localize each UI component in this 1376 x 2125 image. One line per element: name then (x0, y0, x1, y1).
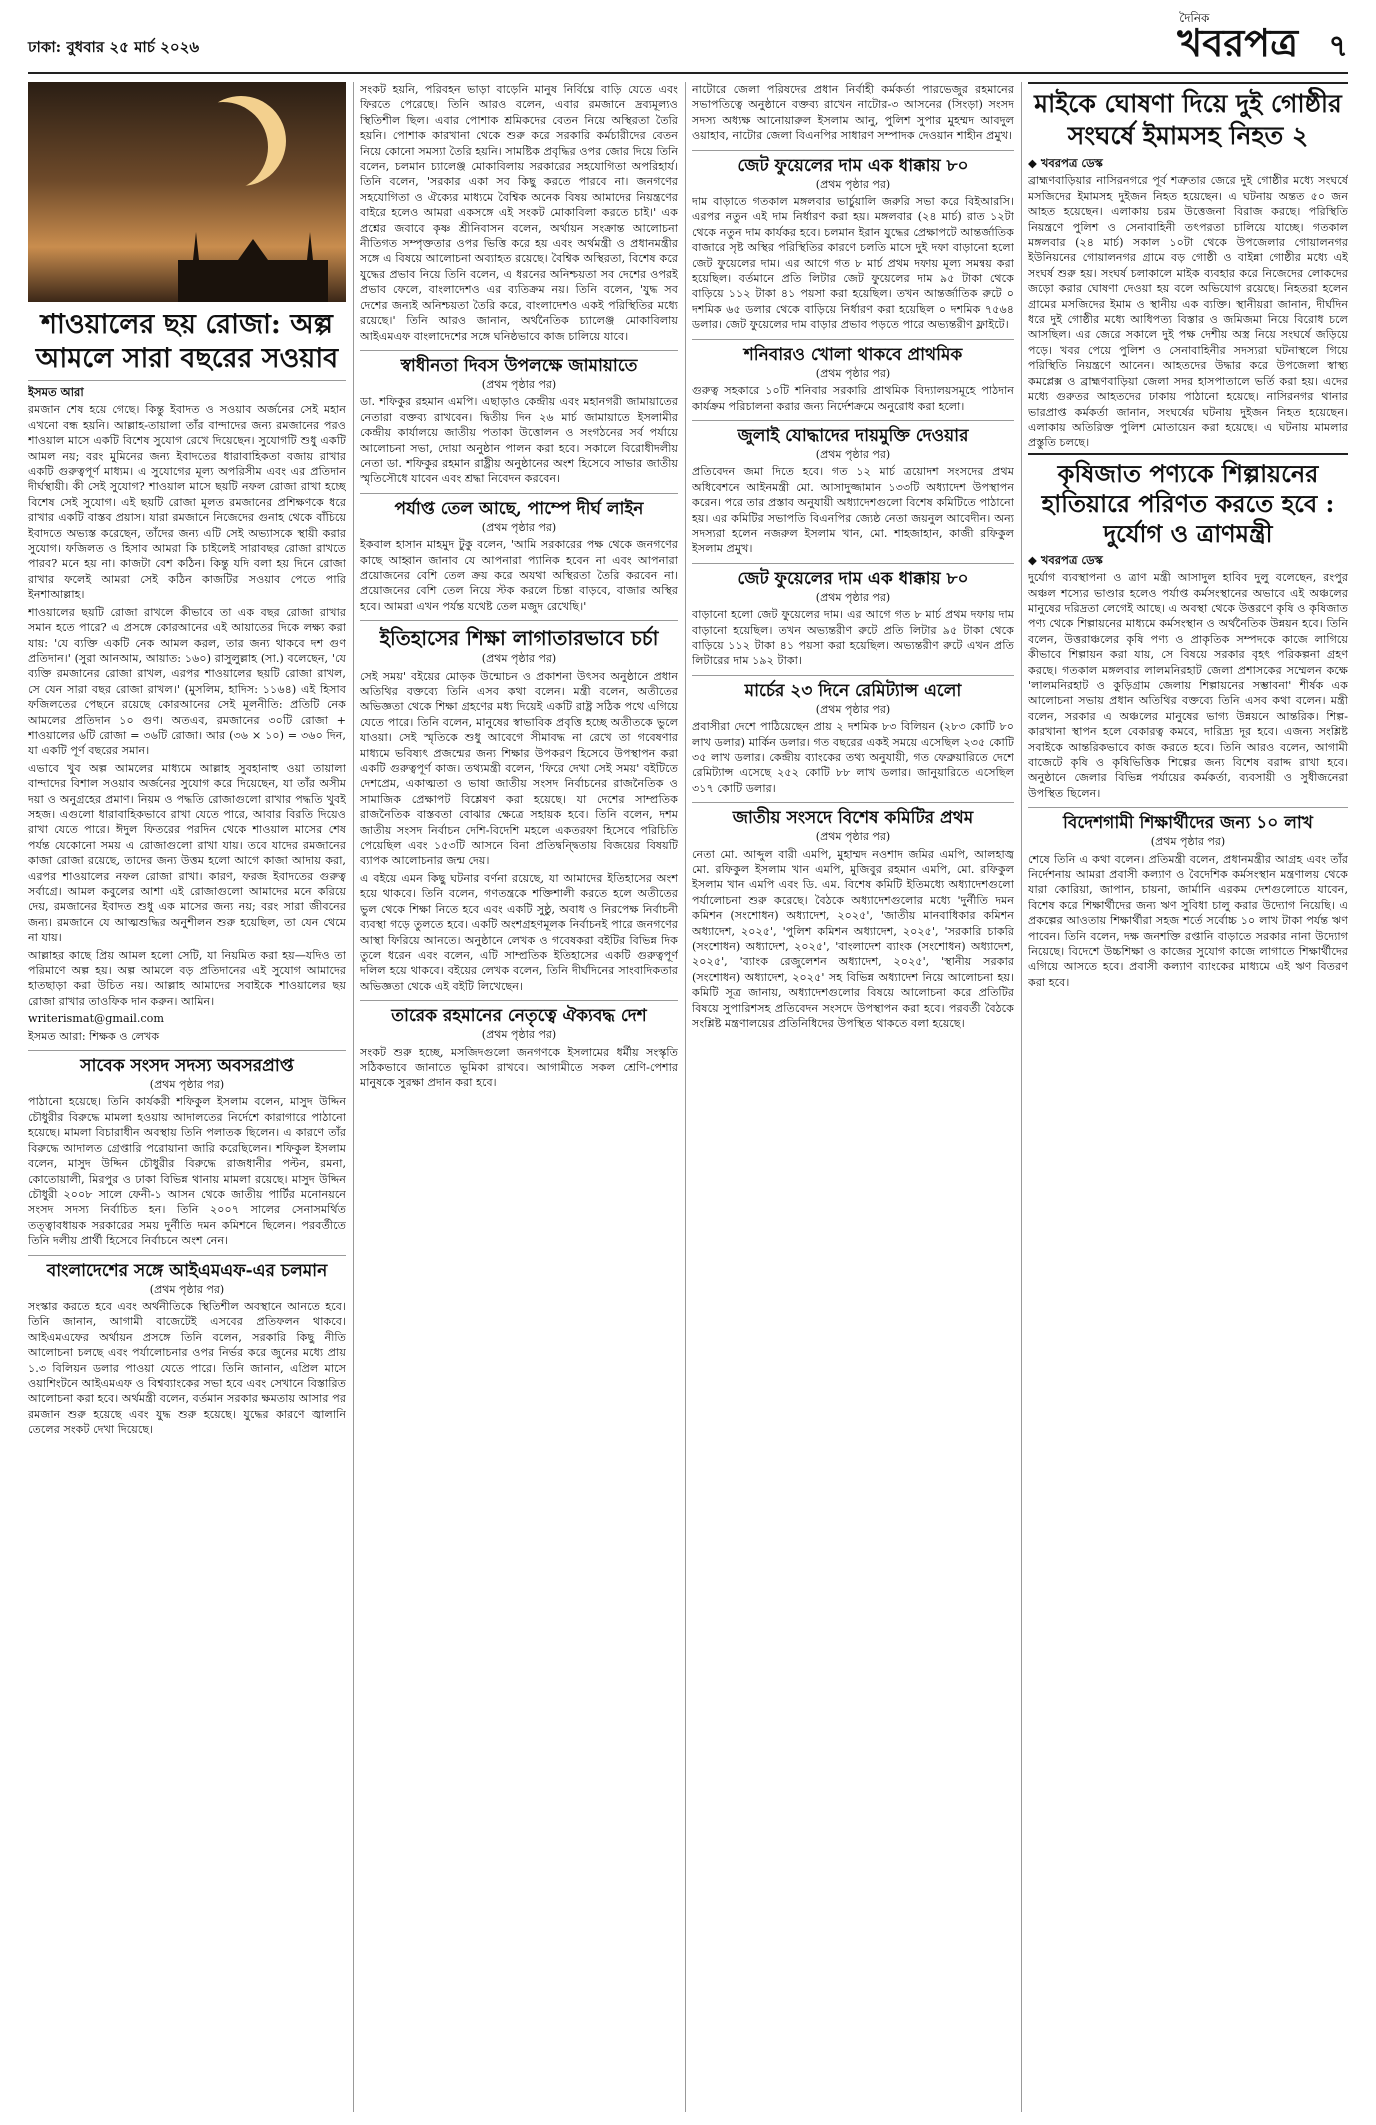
story-continuation: (প্রথম পৃষ্ঠার পর) (815, 830, 891, 844)
story-continuation: (প্রথম পৃষ্ঠার পর) (815, 590, 891, 604)
story-body: গুরুত্ব সহকারে ১০টি শনিবার সরকারি প্রাথমিক বিদ্যালয়সমূহে পাঠদান কার্যক্রম পরিচালনা করার জন্য নির্দেশক্রমে অনুরোধ করা হলো। (692, 384, 1014, 413)
story-body: পাঠানো হয়েছে। তিনি কার্যকরী শফিকুল ইসলাম বলেন, মাসুদ উদ্দিন চৌধুরীর বিরুদ্ধে মামলা হওয়ায় আদালতের নির্দেশে কারাগারে পাঠানো হয়েছে। মামলা বিচারাধীন অবস্থায় তিনি পলাতক ছিলেন। এ কারণে তাঁর বিরুদ্ধে আদালত গ্রেপ্তারি পরোয়ানা জারি করেছিলেন। শফিকুল ইসলাম বলেন, মাসুদ উদ্দিন চৌধুরীর বিরুদ্ধে রাজধানীর পল্টন, রমনা, কোতোয়ালী, মিরপুর ও ঢাকা বিভিন্ন থানায় মামলা রয়েছে। মাসুদ উদ্দিন চৌধুরী ২০০৮ সালে ফেনী-১ আসন থেকে জাতীয় পার্টির মনোনয়নে সংসদ সদস্য নির্বাচিত হন। তিনি ২০০৭ সালের সেনাসমর্থিত তত্ত্বাবধায়ক সরকারের সময় দুর্নীতি দমন কমিশনে ছিলেন। পরবর্তীতে তিনি দলীয় প্রার্থী হিসেবে নির্বাচনে অংশ নেন। (28, 1095, 346, 1248)
story-continuation: (প্রথম পৃষ্ঠার পর) (815, 702, 891, 716)
story-headline: জেট ফুয়েলের দাম এক ধাক্কায় ৮০ (692, 563, 1014, 590)
story-headline: বিদেশগামী শিক্ষার্থীদের জন্য ১০ লাখ (1028, 807, 1348, 834)
story-continuation: (প্রথম পৃষ্ঠার পর) (481, 520, 557, 534)
story-body: ব্রাহ্মণবাড়িয়ার নাসিরনগরে পূর্ব শত্রুতার জেরে দুই গোষ্ঠীর মধ্যে সংঘর্ষে মসজিদের ইমামসহ দুইজন নিহত হয়েছেন। এ ঘটনায় অন্তত ৫০ জন আহত হয়েছেন। এলাকায় চরম উত্তেজনা বিরাজ করছে। পরিস্থিতি নিয়ন্ত্রণে পুলিশ ও সেনাবাহিনী তৎপরতা চালিয়ে যাচ্ছে। গতকাল মঙ্গলবার (২৪ মার্চ) সকাল ১০টা থেকে উপজেলার গোয়ালনগর ইউনিয়নের গোয়ালনগর গ্রামে বড় গোষ্ঠী ও বাইন্না গোষ্ঠীর মধ্যে এই সংঘর্ষ শুরু হয়। সংঘর্ষ চলাকালে মাইক ব্যবহার করে নিজেদের লোকদের জড়ো করার ঘোষণা দেওয়া হয় বলে অভিযোগ রয়েছে। নিহতরা হলেন গ্রামের মসজিদের ইমাম ও স্থানীয় এক ব্যক্তি। স্থানীয়রা জানান, দীর্ঘদিন ধরে দুই গোষ্ঠীর মধ্যে আধিপত্য বিস্তার ও জমিজমা নিয়ে বিরোধ চলে আসছিল। এর জেরে সকালে দুই পক্ষ দেশীয় অস্ত্র নিয়ে সংঘর্ষে জড়িয়ে পড়ে। খবর পেয়ে পুলিশ ও সেনাবাহিনীর সদস্যরা ঘটনাস্থলে গিয়ে পরিস্থিতি নিয়ন্ত্রণে আনেন। আহতদের উদ্ধার করে উপজেলা স্বাস্থ্য কমপ্লেক্স ও ব্রাহ্মণবাড়িয়া জেলা সদর হাসপাতালে ভর্তি করা হয়। এদের মধ্যে গুরুতর আহতদের ঢাকায় পাঠানো হয়েছে। নাসিরনগর থানার ভারপ্রাপ্ত কর্মকর্তা জানান, সংঘর্ষের ঘটনায় দুইজন নিহত হয়েছেন। এলাকায় অতিরিক্ত পুলিশ মোতায়েন করা হয়েছে। এ ঘটনায় মামলার প্রস্তুতি চলছে। (1028, 174, 1348, 450)
story-body: নেতা মো. আব্দুল বারী এমপি, মুহাম্মদ নওশাদ জমির এমপি, আলহাজ্ব মো. রফিকুল ইসলাম খান এমপি, মুজিবুর রহমান এমপি, মো. রফিকুল ইসলাম খান এমপি এবং ডি. এম. বিশেষ কমিটি ইতিমধ্যে অধ্যাদেশগুলো পর্যালোচনা শুরু করেছে। বৈঠকে অধ্যাদেশগুলোর মধ্যে 'দুর্নীতি দমন কমিশন (সংশোধন) অধ্যাদেশ, ২০২৫', 'জাতীয় মানবাধিকার কমিশন অধ্যাদেশ, ২০২৫', 'পুলিশ কমিশন অধ্যাদেশ, ২০২৫', 'সরকারি চাকরি (সংশোধন) অধ্যাদেশ, ২০২৫', 'বাংলাদেশ ব্যাংক (সংশোধন) অধ্যাদেশ, ২০২৫', 'ব্যাংক রেজুলেশন অধ্যাদেশ, ২০২৫', 'স্থানীয় সরকার (সংশোধন) অধ্যাদেশ, ২০২৫' সহ বিভিন্ন অধ্যাদেশ নিয়ে আলোচনা হয়। কমিটি সূত্র জানায়, অধ্যাদেশগুলোর বিষয়ে আলোচনা করে প্রতিটির বিষয়ে সুপারিশসহ প্রতিবেদন সংসদে উপস্থাপন করা হবে। পরবর্তী বৈঠকে সংশ্লিষ্ট মন্ত্রণালয়ের প্রতিনিধিদের উপস্থিত থাকতে বলা হয়েছে। (692, 847, 1014, 1031)
crescent-moon-photo (28, 82, 346, 302)
story-body: এ বইয়ে এমন কিছু ঘটনার বর্ণনা রয়েছে, যা আমাদের ইতিহাসের অংশ হয়ে থাকবে। তিনি বলেন, গণতন্ত্রকে শক্তিশালী করতে হলে অতীতের ভুল থেকে শিক্ষা নিতে হবে এবং একটি সুষ্ঠু, অবাধ ও নিরপেক্ষ নির্বাচনী ব্যবস্থা গড়ে তুলতে হবে। একটি অংশগ্রহণমূলক নির্বাচনই পারে জনগণের আস্থা ফিরিয়ে আনতে। অনুষ্ঠানে লেখক ও গবেষকরা বইটির বিভিন্ন দিক তুলে ধরেন এবং বলেন, এটি সাম্প্রতিক ইতিহাসের একটি গুরুত্বপূর্ণ দলিল হয়ে থাকবে। বইয়ের লেখক বলেন, তিনি দীর্ঘদিনের সাংবাদিকতার অভিজ্ঞতা থেকে এই বইটি লিখেছেন। (360, 871, 678, 993)
story-continuation: (প্রথম পৃষ্ঠার পর) (481, 377, 557, 391)
column-1 (28, 82, 346, 2112)
page-header (28, 11, 1348, 74)
story-headline: পর্যাপ্ত তেল আছে, পাম্পে দীর্ঘ লাইন (360, 493, 678, 520)
lead-email[interactable]: writerismat@gmail.com (28, 1012, 165, 1026)
story-body: দাম বাড়াতে গতকাল মঙ্গলবার ভার্চুয়ালি জরুরি সভা করে বিইআরসি। এরপর নতুন এই দাম নির্ধারণ করা হয়। মঙ্গলবার (২৪ মার্চ) রাত ১২টা থেকে নতুন দাম কার্যকর হবে। চলমান ইরান যুদ্ধের প্রেক্ষাপটে আন্তর্জাতিক বাজারে সৃষ্ট অস্থির পরিস্থিতির কারণে চলতি মাসে দুই দফা বাড়ানো হলো জেট ফুয়েলের দাম। এর আগে গত ৮ মার্চ প্রথম দফায় মূল্য সমন্বয় করা হয়েছিল। বর্তমানে প্রতি লিটার জেট ফুয়েলের দাম ৯৫ টাকা থেকে বাড়িয়ে ১১২ টাকা ৪১ পয়সা করা হয়েছিল। তখন আন্তর্জাতিক রুটে ০ দশমিক ৬৫ ডলার থেকে বাড়িয়ে নির্ধারণ করা হয়েছিল ০ দশমিক ৭৫৬৪ ডলার। জেট ফুয়েলের দাম বাড়ার প্রভাব পড়তে পারে অভ্যন্তরীণ ফ্লাইটে। (692, 195, 1014, 332)
story-body: দুর্যোগ ব্যবস্থাপনা ও ত্রাণ মন্ত্রী আসাদুল হাবিব দুলু বলেছেন, রংপুর অঞ্চল শস্যের ভাণ্ডার হলেও পর্যাপ্ত কর্মসংস্থানের অভাবে এই অঞ্চলের মানুষের দরিদ্রতা লেগেই আছে। এ অবস্থা থেকে উত্তরণে কৃষি ও কৃষিজাত পণ্য থেকে শিল্পায়নের মাধ্যমে কর্মসংস্থান ও অর্থনৈতিক উন্নয়ন হবে। তিনি বলেন, উত্তরাঞ্চলের কৃষি পণ্য ও প্রাকৃতিক সম্পদকে কাজে লাগিয়ে কীভাবে শিল্পায়ন করা যায়, সে বিষয়ে সরকার বৃহৎ পরিকল্পনা গ্রহণ করছে। গতকাল মঙ্গলবার লালমনিরহাট জেলা প্রশাসকের সম্মেলন কক্ষে 'লালমনিরহাট ও কুড়িগ্রাম জেলায় শিল্পায়নের সম্ভাবনা' শীর্ষক এক আলোচনা সভায় প্রধান অতিথির বক্তব্যে তিনি এসব কথা বলেন। মন্ত্রী বলেন, সরকার এ অঞ্চলের মানুষের ভাগ্য উন্নয়নে আন্তরিক। শিল্প-কারখানা স্থাপন হলে বেকারত্ব কমবে, দারিদ্র্য দূর হবে। এজন্য সংশ্লিষ্ট সবাইকে আন্তরিকভাবে কাজ করতে হবে। তিনি আরও বলেন, আগামী বাজেটে কৃষি ও কৃষিভিত্তিক শিল্পের জন্য বিশেষ বরাদ্দ রাখা হবে। অনুষ্ঠানে জেলার বিভিন্ন পর্যায়ের কর্মকর্তা, ব্যবসায়ী ও সুধীজনেরা উপস্থিত ছিলেন। (1028, 571, 1348, 800)
story-body: শেষে তিনি এ কথা বলেন। প্রতিমন্ত্রী বলেন, প্রধানমন্ত্রীর আগ্রহ এবং তাঁর নির্দেশনায় আমরা প্রবাসী কল্যাণ ও বৈদেশিক কর্মসংস্থান মন্ত্রণালয় থেকে যারা কোরিয়া, জাপান, চায়না, জার্মানি এরকম দেশগুলোতে যাবেন, বিশেষ করে শিক্ষার্থীদের জন্য ঋণ সুবিধা চালু করার উদ্যোগ নিয়েছি। এ প্রকল্পের আওতায় শিক্ষার্থীরা সহজ শর্তে সর্বোচ্চ ১০ লাখ টাকা পর্যন্ত ঋণ পাবেন। তিনি বলেন, দক্ষ জনশক্তি রপ্তানি বাড়াতে সরকার নানা উদ্যোগ নিয়েছে। বিদেশে উচ্চশিক্ষা ও কাজের সুযোগ কাজে লাগাতে শিক্ষার্থীদের এগিয়ে আসতে হবে। প্রবাসী কল্যাণ ব্যাংকের মাধ্যমে এই ঋণ বিতরণ করা হবে। (1028, 852, 1348, 989)
story-headline: মার্চের ২৩ দিনে রেমিট্যান্স এলো (692, 675, 1014, 702)
story-headline: স্বাধীনতা দিবস উপলক্ষে জামায়াতে (360, 350, 678, 377)
byline-text: খবরপত্র ডেস্ক (1040, 552, 1103, 567)
story-body: প্রতিবেদন জমা দিতে হবে। গত ১২ মার্চ ত্রয়োদশ সংসদের প্রথম অধিবেশনে আইনমন্ত্রী মো. আসাদুজ্জামান ১৩৩টি অধ্যাদেশ উপস্থাপন করেন। পরে তার প্রস্তাব অনুযায়ী অধ্যাদেশগুলো বিশেষ কমিটিতে পাঠানো হয়। এর কমিটির সভাপতি বিএনপির জ্যেষ্ঠ নেতা জয়নুল আবেদীন। অন্য সদস্যরা হলেন নজরুল ইসলাম খান, মো. শাহজাহান, কাজী রফিকুল ইসলাম প্রমুখ। (692, 465, 1014, 556)
story-continuation: (প্রথম পৃষ্ঠার পর) (149, 1078, 225, 1092)
story-continuation: (প্রথম পৃষ্ঠার পর) (481, 1028, 557, 1042)
lead-signoff: ইসমত আরা: শিক্ষক ও লেখক (28, 1029, 160, 1043)
story-body: সংস্কার করতে হবে এবং অর্থনীতিকে স্থিতিশীল অবস্থানে আনতে হবে। তিনি জানান, আগামী বাজেটেই এসবের প্রতিফলন থাকবে। আইএমএফের অর্থায়ন প্রসঙ্গে তিনি বলেন, সরকারি কিছু নীতি আলোচনা চলছে এবং পর্যালোচনার ওপর নির্ভর করে জুনের মধ্যে প্রায় ১.৩ বিলিয়ন ডলার পাওয়া যেতে পারে। তিনি জানান, এপ্রিল মাসে ওয়াশিংটনে আইএমএফ ও বিশ্বব্যাংকের সভা হবে এবং সেখানে বিস্তারিত আলোচনা করা হবে। অর্থমন্ত্রী বলেন, বর্তমান সরকার ক্ষমতায় আসার পর রমজান শুরু হয়েছে এবং যুদ্ধ শুরু হয়েছে। যুদ্ধের কারণে জ্বালানি তেলের সংকট দেখা দিয়েছে। (28, 1299, 346, 1437)
story-headline: জেট ফুয়েলের দাম এক ধাক্কায় ৮০ (692, 150, 1014, 177)
mosque-silhouette-icon (178, 232, 328, 302)
story-body: নাটোরে জেলা পরিষদের প্রধান নির্বাহী কর্মকর্তা পারভেজুর রহমানের সভাপতিত্বে অনুষ্ঠানে বক্তব্য রাখেন নাটোর-৩ আসনের (সিংড়া) সংসদ সদস্য অধ্যক্ষ আনোয়ারুল ইসলাম আনু, পুলিশ সুপার মুহম্মদ আবদুল ওয়াহাব, নাটোর জেলা বিএনপির সাধারণ সম্পাদক দেওয়ান শাহীন প্রমুখ। (692, 83, 1014, 143)
story-body: সংকট হয়নি, পরিবহন ভাড়া বাড়েনি মানুষ নির্বিঘ্নে বাড়ি যেতে এবং ফিরতে পেরেছে। তিনি আরও বলেন, এবার রমজানে দ্রব্যমূল্যও স্থিতিশীল ছিল। এবার পোশাক শ্রমিকদের বেতন নিয়ে অস্থিরতা তৈরি হয়নি। পোশাক কারখানা থেকে শুরু করে সরকারি কর্মচারীদের বেতন নিয়ে কোনো সমস্যা তৈরি হয়নি। সামষ্টিক প্রবৃদ্ধির ওপর জোর দিয়ে তিনি বলেন, চলমান চ্যালেঞ্জ মোকাবিলায় সরকারের সহযোগিতা অপরিহার্য। তিনি বলেন, 'সরকার একা সব কিছু করতে পারবে না। জনগণের সহযোগিতা ও ঐক্যের মাধ্যমে বৈশ্বিক অনেক বিষয় আমাদের নিয়ন্ত্রণের বাইরে হলেও আমরা একসঙ্গে এই সংকট মোকাবিলা করতে চাই।' এক প্রশ্নের জবাবে কৃষ্ণ শ্রীনিবাসন বলেন, অর্থায়ন সংক্রান্ত আলোচনা নীতিগত সম্পৃক্ততার ওপর ভিত্তি করে হয় এবং অর্থমন্ত্রী ও প্রধানমন্ত্রীর সঙ্গে এ বিষয়ে আলোচনা অব্যাহত রয়েছে। বৈশ্বিক অস্থিরতা, বিশেষ করে যুদ্ধের প্রভাব নিয়ে তিনি বলেন, এ ধরনের অনিশ্চয়তা সব দেশের ওপরই প্রভাব ফেলে, বাংলাদেশও এর ব্যতিক্রম নয়। তিনি বলেন, 'যুদ্ধ সব দেশের জন্যই অনিশ্চয়তা তৈরি করে, বাংলাদেশও একই পরিস্থিতির মধ্যে রয়েছে।' তিনি আরও জানান, অর্থনৈতিক চ্যালেঞ্জ মোকাবিলায় আইএমএফ বাংলাদেশের সঙ্গে ঘনিষ্ঠভাবে কাজ চালিয়ে যাবে। (360, 83, 678, 343)
newspaper-page (28, 0, 1348, 2125)
masthead-logo (1177, 11, 1298, 78)
column-3 (692, 82, 1014, 2112)
story-continuation: (প্রথম পৃষ্ঠার পর) (1150, 835, 1226, 849)
column-rule (1021, 82, 1022, 2112)
lead-headline: শাওয়ালের ছয় রোজা: অল্প আমলে সারা বছরের সওয়াব (28, 308, 346, 381)
story-headline: ইতিহাসের শিক্ষা লাগাতারভাবে চর্চা (360, 620, 678, 651)
column-2 (360, 82, 678, 2112)
story-headline: কৃষিজাত পণ্যকে শিল্পায়নের হাতিয়ারে পরিণত করতে হবে : দুর্যোগ ও ত্রাণমন্ত্রী (1028, 453, 1348, 549)
story-headline: জুলাই যোদ্ধাদের দায়মুক্তি দেওয়ার (692, 420, 1014, 447)
column-4 (1028, 82, 1348, 2112)
moon-icon (178, 102, 268, 192)
story-byline: ◆ খবরপত্র ডেস্ক (1028, 156, 1103, 170)
story-continuation: (প্রথম পৃষ্ঠার পর) (149, 1282, 225, 1296)
story-continuation: (প্রথম পৃষ্ঠার পর) (815, 366, 891, 380)
lead-body-3: এভাবে খুব অল্প আমলের মাধ্যমে আল্লাহ সুবহানাহু ওয়া তায়ালা বান্দাদের বিশাল সওয়াব অর্জনের সুযোগ করে দিয়েছেন, যা তাঁর অসীম দয়া ও অনুগ্রহের প্রমাণ। নিয়ম ও পদ্ধতি রোজাগুলো রাখার পদ্ধতি খুবই সহজ। এগুলো ধারাবাহিকভাবে রাখা যেতে পারে, আবার বিরতি দিয়েও রাখা যেতে পারে। ঈদুল ফিতরের পরদিন থেকে শাওয়াল মাসের শেষ পর্যন্ত যেকোনো সময় এ রোজাগুলো রাখা যায়। তবে যাদের রমজানের কাজা রোজা রয়েছে, তাদের জন্য উত্তম হলো আগে কাজা আদায় করা, এরপর শাওয়ালের নফল রোজা রাখা। কারণ, ফরজ ইবাদতের গুরুত্ব সর্বাগ্রে। আমল কবুলের আশা এই রোজাগুলো আমাদের মনে করিয়ে দেয়, রমজানের ইবাদত শুধু এক মাসের জন্য নয়; বরং সারা জীবনের জন্য। রমজানে যে আত্মশুদ্ধির অনুশীলন শুরু হয়েছিল, তা যেন থেমে না যায়। (28, 761, 346, 945)
story-body: প্রবাসীরা দেশে পাঠিয়েছেন প্রায় ২ দশমিক ৮৩ বিলিয়ন (২৮৩ কোটি ৮০ লাখ ডলার) মার্কিন ডলার। গত বছরের একই সময়ে এসেছিল ২৩৫ কোটি ৩৫ লাখ ডলার। কেন্দ্রীয় ব্যাংকের তথ্য অনুযায়ী, গত ফেব্রুয়ারিতে দেশে রেমিট্যান্স এসেছে ২৫২ কোটি ৮৮ লাখ ডলার। জানুয়ারিতে এসেছিল ৩১৭ কোটি ডলার। (692, 720, 1014, 795)
story-body: ইকবাল হাসান মাহমুদ টুকু বলেন, 'আমি সরকারের পক্ষ থেকে জনগণের কাছে আহ্বান জানাব যে আপনারা প্যানিক হবেন না এবং আপনারা প্রয়োজনের বেশি তেল ক্রয় করে অযথা অস্থিরতা তৈরি করবেন না। প্রয়োজনের বেশি তেল নিয়ে স্টক করলে চিন্তা বাড়বে, বাজার অস্থির হবে। আমরা এখন পর্যন্ত যথেষ্ট তেল মজুদ রেখেছি।' (360, 538, 678, 613)
story-body: ডা. শফিকুর রহমান এমপি। এছাড়াও কেন্দ্রীয় এবং মহানগরী জামায়াতের নেতারা বক্তব্য রাখবেন। দ্বিতীয় দিন ২৬ মার্চ জামায়াতে ইসলামীর কেন্দ্রীয় কার্যালয়ে জাতীয় পতাকা উত্তোলন ও সংগঠনের সর্ব পর্যায়ে আলোচনা সভা, দোয়া অনুষ্ঠান পালন করা হবে। সকালে বিরোধীদলীয় নেতা ডা. শফিকুর রহমান রাষ্ট্রীয় অনুষ্ঠানের অংশ হিসেবে সাভার জাতীয় স্মৃতিসৌধে যাবেন এবং শ্রদ্ধা নিবেদন করবেন। (360, 395, 678, 486)
masthead-small: দৈনিক (1179, 11, 1210, 25)
story-headline: শনিবারও খোলা থাকবে প্রাথমিক (692, 339, 1014, 366)
story-headline: জাতীয় সংসদে বিশেষ কমিটির প্রথম (692, 802, 1014, 829)
story-body: বাড়ানো হলো জেট ফুয়েলের দাম। এর আগে গত ৮ মার্চ প্রথম দফায় দাম বাড়ানো হয়েছিল। তখন অভ্যন্তরীণ রুটে প্রতি লিটার ৯৫ টাকা থেকে বাড়িয়ে ১১২ টাকা ৪১ পয়সা করা হয়েছিল। অভ্যন্তরীণ রুটে এখন প্রতি লিটারের দাম ১৯২ টাকা। (692, 608, 1014, 668)
story-headline: মাইকে ঘোষণা দিয়ে দুই গোষ্ঠীর সংঘর্ষে ইমামসহ নিহত ২ (1028, 82, 1348, 152)
story-continuation: (প্রথম পৃষ্ঠার পর) (815, 447, 891, 461)
story-headline: তারেক রহমানের নেতৃত্বে ঐক্যবদ্ধ দেশ (360, 1000, 678, 1027)
story-body: সংকট শুরু হচ্ছে, মসজিদগুলো জনগণকে ইসলামের ধর্মীয় সংস্কৃতি সঠিকভাবে জানাতে ভূমিকা রাখবে। আগামীতে সকল শ্রেণি-পেশার মানুষকে সুরক্ষা প্রদান করা হবে। (360, 1045, 678, 1090)
column-rule (353, 82, 354, 2112)
byline-text: খবরপত্র ডেস্ক (1040, 156, 1103, 170)
lead-body-4: আল্লাহর কাছে প্রিয় আমল হলো সেটি, যা নিয়মিত করা হয়—যদিও তা পরিমাণে অল্প হয়। অল্প আমলে বড় প্রতিদানের এই সুযোগ আমাদের হাতছাড়া করা উচিত নয়। আল্লাহ আমাদের সবাইকে শাওয়ালের ছয় রোজা রাখার তাওফিক দান করুন। আমিন। (28, 948, 346, 1008)
page-number: ৭ (1328, 29, 1348, 64)
column-rule (685, 82, 686, 2112)
story-body: সেই সময়' বইয়ের মোড়ক উন্মোচন ও প্রকাশনা উৎসব অনুষ্ঠানে প্রধান অতিথির বক্তব্যে তিনি এসব কথা বলেন। মন্ত্রী বলেন, অতীতের অভিজ্ঞতা থেকে শিক্ষা গ্রহণের মধ্য দিয়েই একটি রাষ্ট্র সঠিক পথে এগিয়ে যেতে পারে। তিনি বলেন, মানুষের স্বাভাবিক প্রবৃত্তি হচ্ছে অতীতকে ভুলে যাওয়া। সেই স্মৃতিকে শুধু আবেগে সীমাবদ্ধ না রেখে তা গবেষণার মাধ্যমে ভবিষ্যৎ প্রজন্মের জন্য শিক্ষার উপকরণ হিসেবে উপস্থাপন করা একটি গুরুত্বপূর্ণ কাজ। তথ্যমন্ত্রী বলেন, 'ফিরে দেখা সেই সময়' বইটিতে দেশপ্রেম, একাত্মতা ও ভাষা জাতীয় সংসদ নির্বাচনের রাজনৈতিক ও সামাজিক প্রেক্ষাপট বিশ্লেষণ করা হয়েছে। যা দেশের সাম্প্রতিক রাজনৈতিক বাস্তবতা বোঝার ক্ষেত্রে সহায়ক হবে। তিনি বলেন, দশম জাতীয় সংসদ নির্বাচন দেশি-বিদেশি মহলে একতরফা হিসেবে পরিচিতি পেয়েছিল এবং ১৫৩টি আসনে বিনা প্রতিদ্বন্দ্বিতায় বিজয়ের বিষয়টি ব্যাপক আলোচনার জন্ম দেয়। (360, 669, 678, 868)
lead-byline: ইসমত আরা (28, 385, 84, 399)
masthead-title: খবরপত্র (1177, 21, 1298, 65)
story-headline: সাবেক সংসদ সদস্য অবসরপ্রাপ্ত (28, 1050, 346, 1077)
lead-body-2: শাওয়ালের ছয়টি রোজা রাখলে কীভাবে তা এক বছর রোজা রাখার সমান হতে পারে? এ প্রসঙ্গে কোরআনের এই আয়াতের দিকে লক্ষ্য করা যায়: 'যে ব্যক্তি একটি নেক আমল করল, তার জন্য থাকবে দশ গুণ প্রতিদান।' (সুরা আনআম, আয়াত: ১৬০) রাসুলুল্লাহ (সা.) বলেছেন, 'যে ব্যক্তি রমজানের রোজা রাখল, এরপর শাওয়ালের ছয়টি রোজা রাখল, সে যেন সারা বছর রোজা রাখল।' (মুসলিম, হাদিস: ১১৬৪) এই হিসাব ফজিলতের পেছনে রয়েছে কোরআনের সেই মূলনীতি: প্রতিটি নেক আমলের প্রতিদান ১০ গুণ। অতএব, রমজানের ৩০টি রোজা + শাওয়ালের ৬টি রোজা = ৩৬টি রোজা। আর (৩৬ × ১০) = ৩৬০ দিন, যা একটি পূর্ণ বছরের সমান। (28, 605, 346, 758)
story-continuation: (প্রথম পৃষ্ঠার পর) (815, 177, 891, 191)
edition-date: ঢাকা: বুধবার ২৫ মার্চ ২০২৬ (28, 38, 200, 56)
story-headline: বাংলাদেশের সঙ্গে আইএমএফ-এর চলমান (28, 1255, 346, 1282)
story-byline: ◆ খবরপত্র ডেস্ক (1028, 552, 1103, 567)
story-continuation: (প্রথম পৃষ্ঠার পর) (481, 652, 557, 666)
lead-body: রমজান শেষ হয়ে গেছে। কিন্তু ইবাদত ও সওয়াব অর্জনের সেই মহান এখনো বন্ধ হয়নি। আল্লাহ-তায়ালা তাঁর বান্দাদের জন্য রমজানের পরও শাওয়াল মাসে একটি বিশেষ সুযোগ রেখে দিয়েছেন। সুযোগটি শুধু একটি আমল নয়; বরং মুমিনের জন্য ইবাদতের ধারাবাহিকতা বজায় রাখার একটি গুরুত্বপূর্ণ মাধ্যম। এ সুযোগের মূল্য অপরিসীম এবং এর প্রতিদান দীর্ঘস্থায়ী। কী সেই সুযোগ? শাওয়াল মাসে ছয়টি নফল রোজা রাখা হচ্ছে বিশেষ সেই সুযোগ। এই ছয়টি রোজা মূলত রমজানের প্রশিক্ষণকে ধরে রাখার একটি বাস্তব প্রয়াস। যারা রমজানে নিজেদের গুনাহ থেকে বাঁচিয়ে ইবাদতে অভ্যস্ত করেছেন, তাঁদের জন্য এটি সেই অভ্যাসকে স্থায়ী করার সুযোগ। ফজিলত ও হিসাব আমরা কি চাইলেই সারাবছর রোজা রাখতে পারব? মনে হয় না। কাজটা বেশ কঠিন। কিন্তু যদি বলা হয় দিনে রোজা রাখার ফলেই আমরা সেই কঠিন কাজটির সওয়াব পেতে পারি ইনশাআল্লাহ। (28, 403, 346, 602)
